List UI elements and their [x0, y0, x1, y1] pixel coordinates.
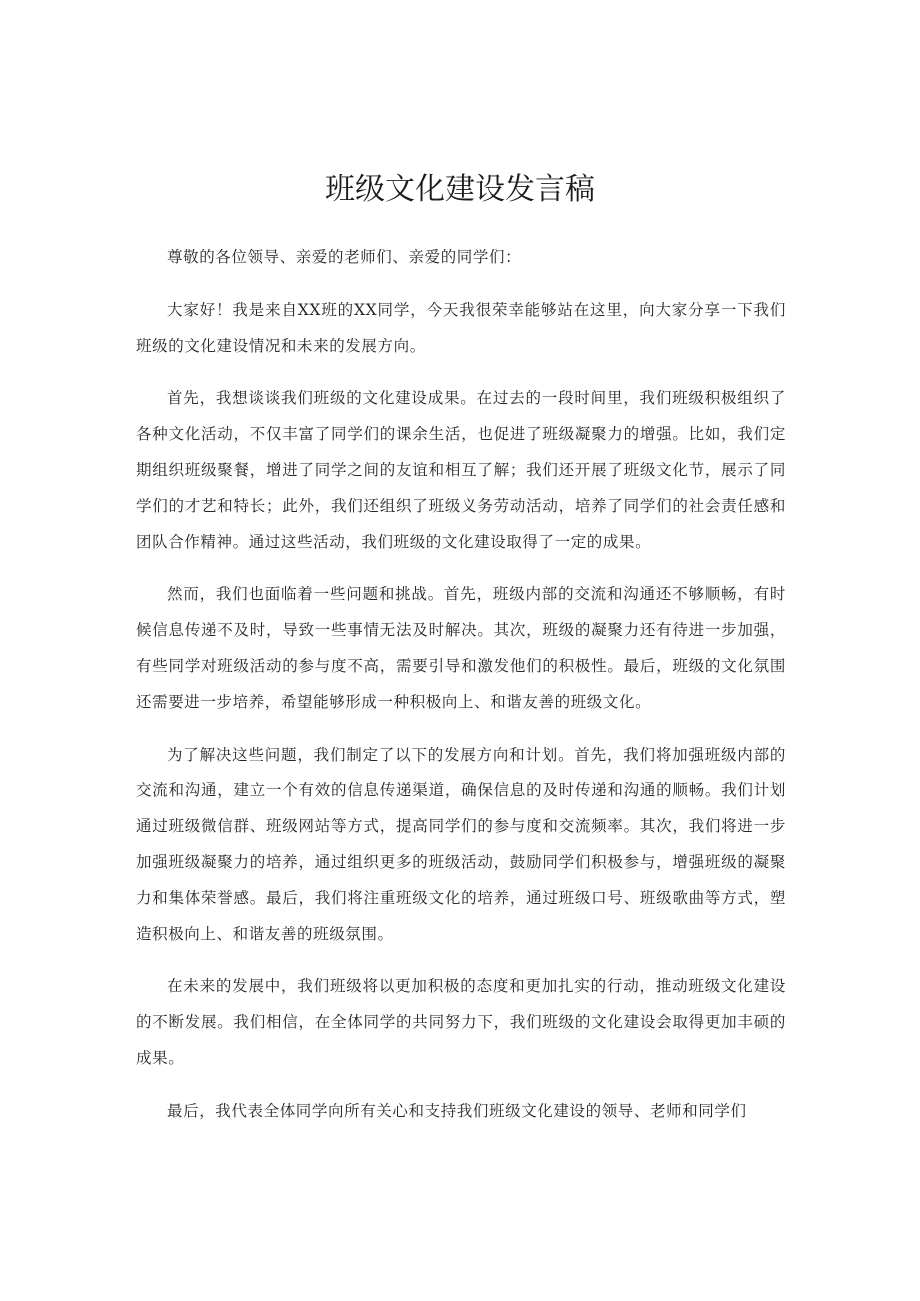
paragraph-salutation: 尊敬的各位领导、亲爱的老师们、亲爱的同学们：	[167, 248, 522, 266]
document-body	[136, 240, 786, 1147]
paragraph-future: 在未来的发展中，我们班级将以更加积极的态度和更加扎实的行动，推动班级文化建设的不断发展。我们相信，在全体同学的共同努力下，我们班级的文化建设会取得更加丰硕的成果。	[136, 977, 786, 1067]
paragraph-achievements: 首先，我想谈谈我们班级的文化建设成果。在过去的一段时间里，我们班级积极组织了各种文化活动，不仅丰富了同学们的课余生活，也促进了班级凝聚力的增强。比如，我们定期组织班级聚餐，增进了同学之间的友谊和相互了解；我们还开展了班级文化节，展示了同学们的才艺和特长；此外，我们还组织了班级义务劳动活动，培养了同学们的社会责任感和团队合作精神。通过这些活动，我们班级的文化建设取得了一定的成果。	[136, 389, 786, 551]
paragraph-closing: 最后，我代表全体同学向所有关心和支持我们班级文化建设的领导、老师和同学们	[167, 1101, 747, 1120]
paragraph-plans: 为了解决这些问题，我们制定了以下的发展方向和计划。首先，我们将加强班级内部的交流和沟通，建立一个有效的信息传递渠道，确保信息的及时传递和沟通的顺畅。我们计划通过班级微信群、班级网站等方式，提高同学们的参与度和交流频率。其次，我们将进一步加强班级凝聚力的培养，通过组织更多的班级活动，鼓励同学们积极参与，增强班级的凝聚力和集体荣誉感。最后，我们将注重班级文化的培养，通过班级口号、班级歌曲等方式，塑造积极向上、和谐友善的班级氛围。	[136, 745, 786, 943]
paragraph-challenges: 然而，我们也面临着一些问题和挑战。首先，班级内部的交流和沟通还不够顺畅，有时候信息传递不及时，导致一些事情无法及时解决。其次，班级的凝聚力还有待进一步加强，有些同学对班级活动的参与度不高，需要引导和激发他们的积极性。最后，班级的文化氛围还需要进一步培养，希望能够形成一种积极向上、和谐友善的班级文化。	[136, 585, 786, 711]
paragraph-greeting: 大家好！我是来自XX班的XX同学，今天我很荣幸能够站在这里，向大家分享一下我们班级的文化建设情况和未来的发展方向。	[136, 300, 786, 355]
document-title: 班级文化建设发言稿	[325, 172, 595, 207]
